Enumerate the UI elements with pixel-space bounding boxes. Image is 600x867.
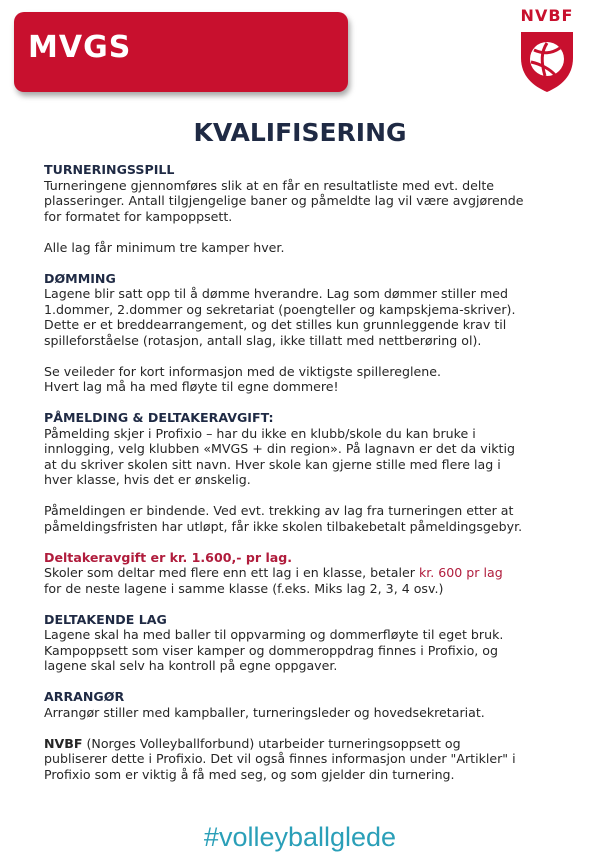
text-line: Hvert lag må ha med fløyte til egne dommere!: [44, 379, 339, 394]
header-banner: [14, 12, 348, 92]
extra-fee-line: [44, 565, 592, 581]
volleyball-shield-icon: [517, 28, 577, 94]
document-body: [44, 162, 592, 782]
logo-text: NVBF: [520, 6, 574, 25]
text-line: Profixio som er viktig å få med seg, og som gjelder din turnering.: [44, 766, 455, 782]
text-line: 1.dommer, 2.dommer og sekretariat (poengteller og kampskjema-skriver).: [44, 301, 516, 317]
text-line: Alle lag får minimum tre kamper hver.: [44, 239, 285, 255]
text-line: Dette er et breddearrangement, og det stilles kun grunnleggende krav til: [44, 317, 507, 332]
extra-fee-price: kr. 600 pr lag: [418, 565, 503, 580]
nvbf-bold: NVBF: [44, 735, 83, 751]
section-heading-turneringsspill: TURNERINGSSPILL: [44, 162, 175, 177]
section-heading-deltakende-lag: DELTAKENDE LAG: [44, 611, 167, 627]
text-line: Turneringene gjennomføres slik at en får en resultatliste med evt. delte: [44, 177, 495, 193]
text-line: spilleforståelse (rotasjon, antall slag, ikke tillatt med nettberøring ol).: [44, 332, 482, 348]
text-line: Arrangør stiller med kampballer, turneringsleder og hovedsekretariat.: [44, 704, 485, 720]
section-heading-arrangor: ARRANGØR: [44, 689, 125, 704]
section-heading-domming: DØMMING: [44, 270, 116, 286]
text-line: Lagene blir satt opp til å dømme hverandre. Lag som dømmer stiller med: [44, 286, 508, 301]
nvbf-text: (Norges Volleyballforbund) utarbeider turneringsoppsett og: [82, 735, 461, 751]
section-heading-pamelding: PÅMELDING & DELTAKERAVGIFT:: [44, 410, 274, 425]
text-line: Kampoppsett som viser kamper og dommeroppdrag finnes i Profixio, og: [44, 642, 499, 658]
text-line: innlogging, velg klubben «MVGS + din region». På lagnavn er det da viktig: [44, 441, 515, 456]
text-line: for formatet for kampoppsett.: [44, 208, 233, 224]
header-title: MVGS: [28, 30, 132, 65]
extra-fee-text: Skoler som deltar med flere enn ett lag i en klasse, betaler: [44, 565, 419, 580]
nvbf-line: [44, 736, 592, 752]
text-line: at du skriver skolen sitt navn. Hver skole kan gjerne stille med flere lag i: [44, 456, 501, 472]
text-line: for de neste lagene i samme klasse (f.eks. Miks lag 2, 3, 4 osv.): [44, 580, 444, 596]
text-line: hver klasse, hvis det er ønskelig.: [44, 472, 251, 487]
text-line: Se veileder for kort informasjon med de viktigste spillereglene.: [44, 363, 442, 379]
text-line: lagene skal selv ha kontroll på egne oppgaver.: [44, 658, 338, 673]
page-title: KVALIFISERING: [193, 118, 407, 147]
fee-line: Deltakeravgift er kr. 1.600,- pr lag.: [44, 549, 293, 565]
text-line: plasseringer. Antall tilgjengelige baner og påmeldte lag vil være avgjørende: [44, 193, 524, 208]
text-line: Påmelding skjer i Profixio – har du ikke en klubb/skole du kan bruke i: [44, 425, 476, 441]
nvbf-logo: [507, 6, 587, 96]
text-line: Påmeldingen er bindende. Ved evt. trekking av lag fra turneringen etter at: [44, 503, 514, 518]
text-line: påmeldingsfristen har utløpt, får ikke skolen tilbakebetalt påmeldingsgebyr.: [44, 518, 523, 534]
footer-hashtag: #volleyballglede: [203, 822, 397, 852]
text-line: Lagene skal ha med baller til oppvarming og dommerfløyte til eget bruk.: [44, 627, 504, 642]
text-line: publiserer dette i Profixio. Det vil også finnes informasjon under "Artikler" i: [44, 751, 516, 766]
